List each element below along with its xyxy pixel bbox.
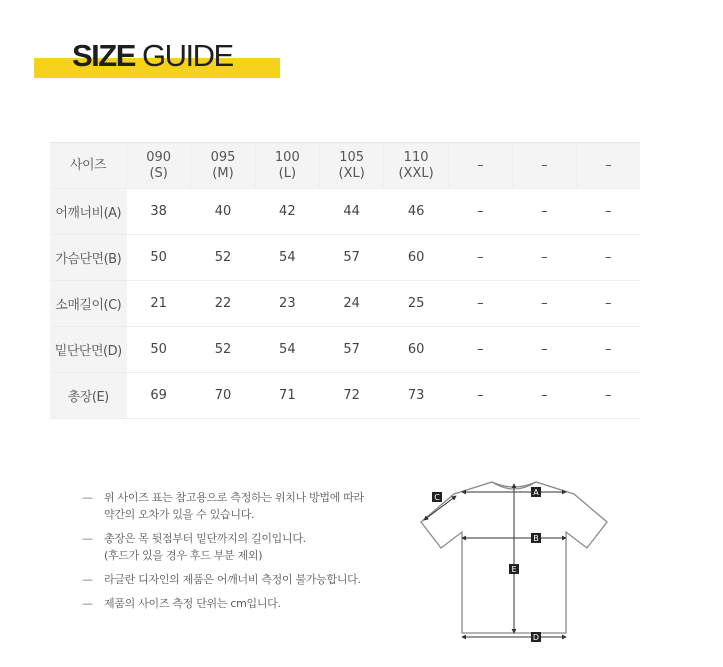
size-col-header: – xyxy=(576,143,640,189)
table-cell: 23 xyxy=(255,281,319,327)
table-cell: 54 xyxy=(255,235,319,281)
note-line: 제품의 사이즈 측정 단위는 cm입니다. xyxy=(104,597,281,610)
label-e xyxy=(509,564,519,574)
table-cell: 57 xyxy=(319,327,383,373)
table-cell: – xyxy=(512,189,576,235)
title-section xyxy=(34,38,280,78)
table-cell: – xyxy=(448,189,512,235)
table-cell: – xyxy=(576,235,640,281)
svg-text:E: E xyxy=(511,565,517,574)
note-item xyxy=(82,571,412,588)
svg-text:C: C xyxy=(434,493,440,502)
size-col-header: 105 (XL) xyxy=(319,143,383,189)
table-cell: 69 xyxy=(127,373,191,419)
table-cell: – xyxy=(448,281,512,327)
size-notes xyxy=(82,489,412,619)
size-table-header-row xyxy=(50,143,640,189)
table-row xyxy=(50,235,640,281)
size-col-header: 090 (S) xyxy=(127,143,191,189)
table-row xyxy=(50,189,640,235)
table-cell: 25 xyxy=(384,281,449,327)
table-cell: 54 xyxy=(255,327,319,373)
table-cell: 71 xyxy=(255,373,319,419)
size-col-header: 110 (XXL) xyxy=(384,143,449,189)
table-cell: – xyxy=(512,373,576,419)
note-dash: — xyxy=(82,597,93,610)
note-line: 총장은 목 뒷점부터 밑단까지의 길이입니다. xyxy=(104,532,306,545)
note-dash: — xyxy=(82,491,93,504)
note-dash: — xyxy=(82,573,93,586)
table-row xyxy=(50,281,640,327)
note-item xyxy=(82,530,412,564)
table-cell: – xyxy=(512,235,576,281)
table-cell: 73 xyxy=(384,373,449,419)
size-col-header: – xyxy=(512,143,576,189)
table-cell: – xyxy=(576,189,640,235)
table-cell: – xyxy=(448,235,512,281)
tshirt-measurement-diagram xyxy=(414,470,614,650)
table-cell: 72 xyxy=(319,373,383,419)
table-cell: – xyxy=(576,281,640,327)
table-cell: – xyxy=(512,327,576,373)
svg-text:A: A xyxy=(533,488,539,497)
table-cell: 57 xyxy=(319,235,383,281)
table-cell: 60 xyxy=(384,327,449,373)
label-a xyxy=(531,487,541,497)
note-line: 약간의 오차가 있을 수 있습니다. xyxy=(104,508,255,521)
table-cell: 22 xyxy=(191,281,255,327)
label-b xyxy=(531,533,541,543)
row-label: 소매길이(C) xyxy=(50,281,127,327)
page-title xyxy=(72,38,233,74)
label-d xyxy=(531,632,541,642)
row-label: 어깨너비(A) xyxy=(50,189,127,235)
title-bold: SIZE xyxy=(72,38,135,73)
size-table xyxy=(50,142,640,419)
table-cell: 40 xyxy=(191,189,255,235)
table-cell: 44 xyxy=(319,189,383,235)
row-label: 밑단단면(D) xyxy=(50,327,127,373)
table-cell: 21 xyxy=(127,281,191,327)
svg-text:B: B xyxy=(533,534,539,543)
table-cell: 38 xyxy=(127,189,191,235)
table-row xyxy=(50,373,640,419)
header-label: 사이즈 xyxy=(50,143,127,189)
table-cell: 50 xyxy=(127,327,191,373)
row-label: 가슴단면(B) xyxy=(50,235,127,281)
table-cell: 46 xyxy=(384,189,449,235)
svg-text:D: D xyxy=(532,633,540,642)
table-cell: – xyxy=(448,373,512,419)
table-cell: – xyxy=(448,327,512,373)
table-cell: – xyxy=(576,373,640,419)
table-cell: 52 xyxy=(191,235,255,281)
note-dash: — xyxy=(82,532,93,545)
table-cell: 42 xyxy=(255,189,319,235)
table-cell: 50 xyxy=(127,235,191,281)
note-line: 위 사이즈 표는 참고용으로 측정하는 위치나 방법에 따라 xyxy=(104,491,364,504)
row-label: 총장(E) xyxy=(50,373,127,419)
note-item xyxy=(82,489,412,523)
table-row xyxy=(50,327,640,373)
note-line: 라글란 디자인의 제품은 어깨너비 측정이 불가능합니다. xyxy=(104,573,361,586)
note-line: (후드가 있을 경우 후드 부분 제외) xyxy=(104,549,263,562)
size-col-header: – xyxy=(448,143,512,189)
table-cell: – xyxy=(512,281,576,327)
size-col-header: 100 (L) xyxy=(255,143,319,189)
size-col-header: 095 (M) xyxy=(191,143,255,189)
table-cell: – xyxy=(576,327,640,373)
note-item xyxy=(82,595,412,612)
title-light: GUIDE xyxy=(142,38,233,73)
table-cell: 52 xyxy=(191,327,255,373)
table-cell: 24 xyxy=(319,281,383,327)
label-c xyxy=(432,492,442,502)
table-cell: 70 xyxy=(191,373,255,419)
table-cell: 60 xyxy=(384,235,449,281)
